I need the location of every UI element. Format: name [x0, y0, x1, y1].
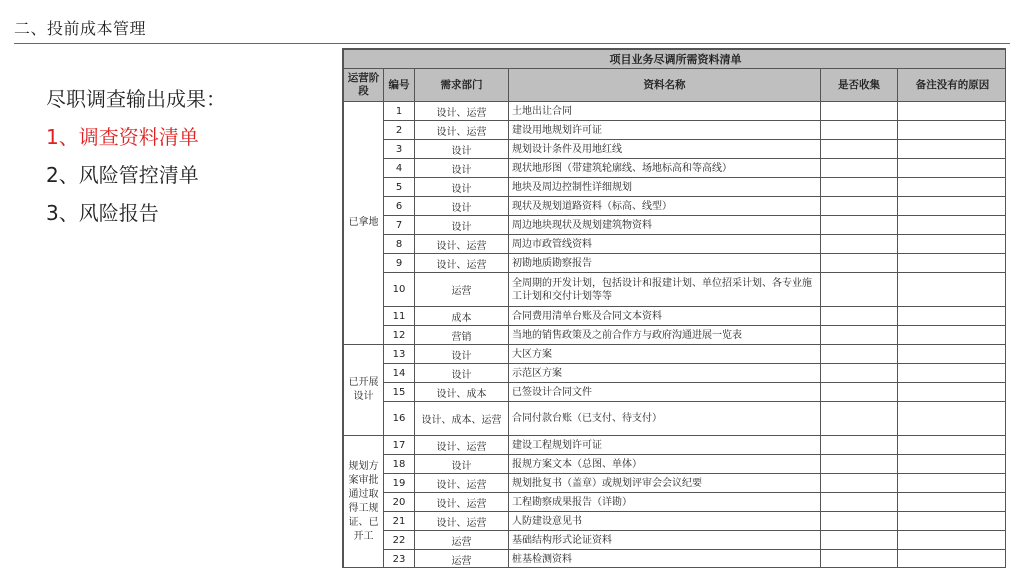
number-cell: 3: [384, 140, 415, 159]
department-cell: 运营: [415, 273, 509, 307]
table-row: [344, 121, 1007, 140]
collected-cell: [821, 102, 898, 121]
outline-item-risk-report: 3、风险报告: [46, 201, 159, 225]
department-cell: 设计、运营: [415, 474, 509, 493]
remarks-cell: [898, 512, 1007, 531]
collected-cell: [821, 436, 898, 455]
number-cell: 14: [384, 364, 415, 383]
collected-cell: [821, 326, 898, 345]
column-header-department: 需求部门: [415, 69, 509, 102]
number-cell: 17: [384, 436, 415, 455]
document-name-cell: 大区方案: [509, 345, 821, 364]
number-cell: 12: [384, 326, 415, 345]
number-cell: 22: [384, 531, 415, 550]
department-cell: 设计、成本、运营: [415, 402, 509, 436]
remarks-cell: [898, 326, 1007, 345]
table-row: [344, 436, 1007, 455]
remarks-cell: [898, 531, 1007, 550]
remarks-cell: [898, 550, 1007, 569]
table-row: [344, 178, 1007, 197]
table-row: [344, 402, 1007, 436]
table-row: [344, 474, 1007, 493]
table-row: [344, 254, 1007, 273]
department-cell: 设计、运营: [415, 512, 509, 531]
table-row: [344, 216, 1007, 235]
collected-cell: [821, 364, 898, 383]
table-row: [344, 326, 1007, 345]
collected-cell: [821, 383, 898, 402]
table-row: [344, 512, 1007, 531]
number-cell: 16: [384, 402, 415, 436]
remarks-cell: [898, 140, 1007, 159]
collected-cell: [821, 140, 898, 159]
department-cell: 设计: [415, 364, 509, 383]
remarks-cell: [898, 159, 1007, 178]
collected-cell: [821, 345, 898, 364]
remarks-cell: [898, 493, 1007, 512]
number-cell: 5: [384, 178, 415, 197]
stage-cell: 已拿地: [344, 102, 384, 345]
stage-cell: 规划方案审批通过取得工规证、已开工: [344, 436, 384, 569]
department-cell: 营销: [415, 326, 509, 345]
remarks-cell: [898, 383, 1007, 402]
remarks-cell: [898, 102, 1007, 121]
collected-cell: [821, 531, 898, 550]
document-name-cell: 桩基检测资料: [509, 550, 821, 569]
department-cell: 设计: [415, 216, 509, 235]
number-cell: 19: [384, 474, 415, 493]
department-cell: 设计、运营: [415, 436, 509, 455]
outline-heading: 尽职调查输出成果：: [46, 87, 226, 111]
number-cell: 13: [384, 345, 415, 364]
table-row: [344, 273, 1007, 307]
number-cell: 11: [384, 307, 415, 326]
department-cell: 设计: [415, 178, 509, 197]
remarks-cell: [898, 364, 1007, 383]
document-name-cell: 建设用地规划许可证: [509, 121, 821, 140]
column-header-stage: 运营阶段: [344, 69, 384, 102]
remarks-cell: [898, 455, 1007, 474]
column-header-number: 编号: [384, 69, 415, 102]
outline-item-checklist: 1、调查资料清单: [46, 125, 199, 149]
remarks-cell: [898, 273, 1007, 307]
department-cell: 设计、运营: [415, 493, 509, 512]
department-cell: 设计、运营: [415, 254, 509, 273]
collected-cell: [821, 455, 898, 474]
outline-list: [46, 80, 226, 232]
document-name-cell: 全周期的开发计划，包括设计和报建计划、单位招采计划、各专业施工计划和交付计划等等: [509, 273, 821, 307]
table-row: [344, 140, 1007, 159]
department-cell: 设计、运营: [415, 235, 509, 254]
number-cell: 4: [384, 159, 415, 178]
table-row: [344, 364, 1007, 383]
number-cell: 20: [384, 493, 415, 512]
column-header-remarks: 备注没有的原因: [898, 69, 1007, 102]
table-caption: 项目业务尽调所需资料清单: [344, 50, 1007, 69]
table-row: [344, 307, 1007, 326]
table-row: [344, 455, 1007, 474]
document-name-cell: 工程勘察成果报告（详勘）: [509, 493, 821, 512]
collected-cell: [821, 197, 898, 216]
table-row: [344, 531, 1007, 550]
document-name-cell: 基础结构形式论证资料: [509, 531, 821, 550]
department-cell: 成本: [415, 307, 509, 326]
column-header-document-name: 资料名称: [509, 69, 821, 102]
table-row: [344, 235, 1007, 254]
title-divider: [14, 43, 1010, 44]
department-cell: 设计: [415, 140, 509, 159]
document-name-cell: 现状地形图（带建筑轮廓线、场地标高和等高线）: [509, 159, 821, 178]
number-cell: 1: [384, 102, 415, 121]
number-cell: 2: [384, 121, 415, 140]
collected-cell: [821, 235, 898, 254]
remarks-cell: [898, 121, 1007, 140]
collected-cell: [821, 159, 898, 178]
number-cell: 21: [384, 512, 415, 531]
table-row: [344, 550, 1007, 569]
document-name-cell: 周边市政管线资料: [509, 235, 821, 254]
department-cell: 运营: [415, 550, 509, 569]
document-name-cell: 建设工程规划许可证: [509, 436, 821, 455]
collected-cell: [821, 254, 898, 273]
remarks-cell: [898, 402, 1007, 436]
document-name-cell: 人防建设意见书: [509, 512, 821, 531]
department-cell: 运营: [415, 531, 509, 550]
department-cell: 设计: [415, 455, 509, 474]
remarks-cell: [898, 307, 1007, 326]
remarks-cell: [898, 235, 1007, 254]
page-title: 二、投前成本管理: [14, 19, 147, 38]
collected-cell: [821, 178, 898, 197]
number-cell: 7: [384, 216, 415, 235]
remarks-cell: [898, 216, 1007, 235]
remarks-cell: [898, 436, 1007, 455]
column-header-collected: 是否收集: [821, 69, 898, 102]
document-name-cell: 周边地块现状及规划建筑物资料: [509, 216, 821, 235]
number-cell: 18: [384, 455, 415, 474]
remarks-cell: [898, 345, 1007, 364]
department-cell: 设计、运营: [415, 121, 509, 140]
table-row: [344, 493, 1007, 512]
document-name-cell: 合同费用清单台账及合同文本资料: [509, 307, 821, 326]
collected-cell: [821, 307, 898, 326]
number-cell: 9: [384, 254, 415, 273]
document-name-cell: 报规方案文本（总图、单体）: [509, 455, 821, 474]
document-name-cell: 合同付款台账（已支付、待支付）: [509, 402, 821, 436]
collected-cell: [821, 402, 898, 436]
table-row: [344, 102, 1007, 121]
collected-cell: [821, 273, 898, 307]
number-cell: 15: [384, 383, 415, 402]
number-cell: 6: [384, 197, 415, 216]
department-cell: 设计: [415, 197, 509, 216]
collected-cell: [821, 493, 898, 512]
document-name-cell: 地块及周边控制性详细规划: [509, 178, 821, 197]
collected-cell: [821, 550, 898, 569]
outline-item-risk-list: 2、风险管控清单: [46, 163, 199, 187]
document-name-cell: 土地出让合同: [509, 102, 821, 121]
table-row: [344, 383, 1007, 402]
remarks-cell: [898, 254, 1007, 273]
number-cell: 8: [384, 235, 415, 254]
collected-cell: [821, 512, 898, 531]
stage-cell: 已开展设计: [344, 345, 384, 436]
document-name-cell: 示范区方案: [509, 364, 821, 383]
collected-cell: [821, 216, 898, 235]
table-row: [344, 197, 1007, 216]
remarks-cell: [898, 178, 1007, 197]
department-cell: 设计: [415, 159, 509, 178]
document-name-cell: 当地的销售政策及之前合作方与政府沟通进展一览表: [509, 326, 821, 345]
document-name-cell: 初勘地质勘察报告: [509, 254, 821, 273]
document-name-cell: 规划设计条件及用地红线: [509, 140, 821, 159]
document-name-cell: 现状及规划道路资料（标高、线型）: [509, 197, 821, 216]
due-diligence-table: [342, 48, 1006, 568]
number-cell: 23: [384, 550, 415, 569]
document-name-cell: 已签设计合同文件: [509, 383, 821, 402]
number-cell: 10: [384, 273, 415, 307]
document-name-cell: 规划批复书（盖章）或规划评审会会议纪要: [509, 474, 821, 493]
department-cell: 设计、运营: [415, 102, 509, 121]
collected-cell: [821, 474, 898, 493]
department-cell: 设计: [415, 345, 509, 364]
table-row: [344, 159, 1007, 178]
table-row: [344, 345, 1007, 364]
remarks-cell: [898, 197, 1007, 216]
department-cell: 设计、成本: [415, 383, 509, 402]
collected-cell: [821, 121, 898, 140]
remarks-cell: [898, 474, 1007, 493]
